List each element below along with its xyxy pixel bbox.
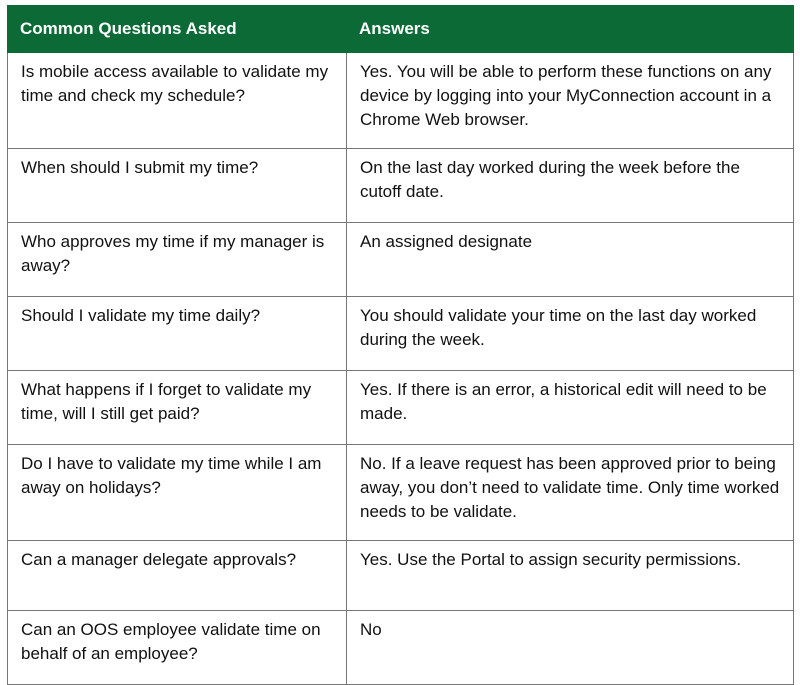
question-cell: Is mobile access available to validate my time and check my schedule? <box>8 53 347 149</box>
answer-cell: An assigned designate <box>347 223 794 297</box>
table-row <box>8 149 794 223</box>
question-cell: Can a manager delegate approvals? <box>8 541 347 611</box>
answers-header: Answers <box>347 6 794 53</box>
table-row <box>8 371 794 445</box>
question-cell: Do I have to validate my time while I am away on holidays? <box>8 445 347 541</box>
table-row <box>8 611 794 685</box>
answer-cell: You should validate your time on the last day worked during the week. <box>347 297 794 371</box>
question-cell: Who approves my time if my manager is away? <box>8 223 347 297</box>
answer-cell: Yes. You will be able to perform these functions on any device by logging into your MyConnection account in a Chrome Web browser. <box>347 53 794 149</box>
header-row <box>8 6 794 53</box>
table-row <box>8 541 794 611</box>
table-row <box>8 53 794 149</box>
question-cell: Can an OOS employee validate time on behalf of an employee? <box>8 611 347 685</box>
table-row <box>8 445 794 541</box>
answer-cell: Yes. If there is an error, a historical edit will need to be made. <box>347 371 794 445</box>
faq-table <box>7 5 794 685</box>
question-cell: What happens if I forget to validate my time, will I still get paid? <box>8 371 347 445</box>
question-cell: Should I validate my time daily? <box>8 297 347 371</box>
question-cell: When should I submit my time? <box>8 149 347 223</box>
table-row <box>8 223 794 297</box>
answer-cell: On the last day worked during the week before the cutoff date. <box>347 149 794 223</box>
answer-cell: Yes. Use the Portal to assign security permissions. <box>347 541 794 611</box>
table-row <box>8 297 794 371</box>
questions-header: Common Questions Asked <box>8 6 347 53</box>
answer-cell: No <box>347 611 794 685</box>
answer-cell: No. If a leave request has been approved prior to being away, you don’t need to validate time. Only time worked needs to be validate. <box>347 445 794 541</box>
